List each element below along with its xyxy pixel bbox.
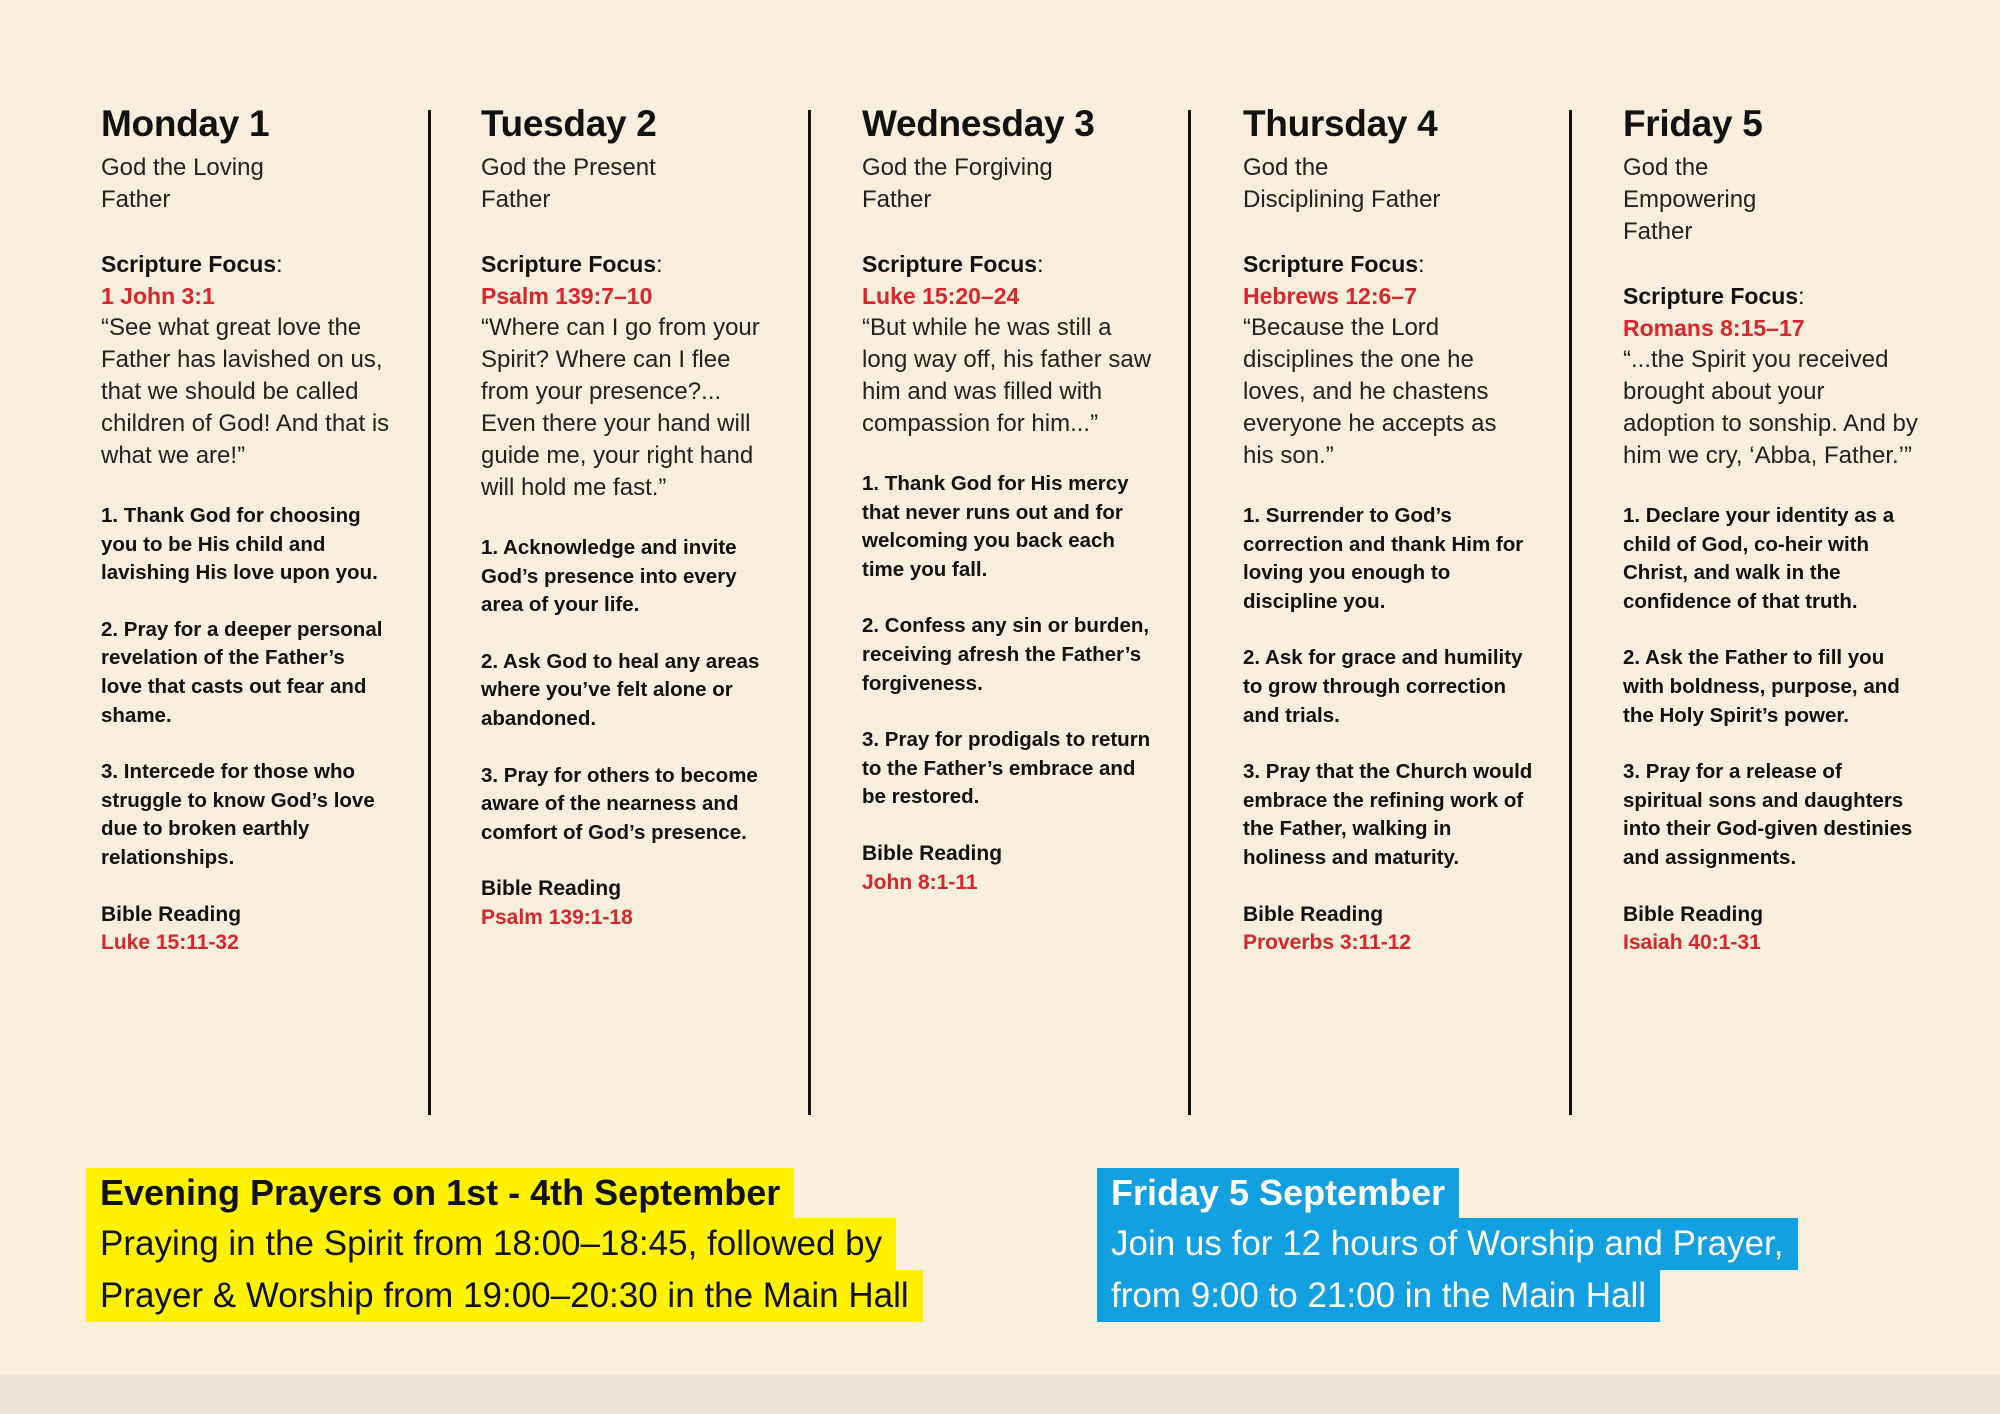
day-title: Friday 5	[1623, 103, 1763, 144]
day-subtitle: God the Loving Father	[101, 154, 264, 213]
prayer-point: 2. Ask for grace and humility to grow through correction and trials.	[1243, 646, 1523, 727]
scripture-focus-label	[481, 248, 771, 280]
prayer-point: 3. Pray for prodigals to return to the Father’s embrace and be restored.	[862, 728, 1151, 809]
bible-reading-label: Bible Reading	[481, 877, 622, 901]
scripture-focus-text: Scripture Focus	[1623, 283, 1799, 309]
friday-banner-line: Join us for 12 hours of Worship and Prayer,	[1097, 1218, 1798, 1270]
day-title: Monday 1	[101, 103, 270, 144]
scripture-quote: “...the Spirit you received brought about your adoption to sonship. And by him we cry, ‘Abba, Father.’”	[1623, 346, 1918, 469]
scripture-focus-label	[101, 248, 391, 280]
bottom-strip	[0, 1375, 2000, 1414]
prayer-point: 2. Pray for a deeper personal revelation of the Father’s love that casts out fear and shame.	[101, 617, 383, 727]
day-subtitle: God the Present Father	[481, 154, 656, 213]
evening-prayers-banner	[86, 1168, 923, 1322]
prayer-point: 1. Thank God for His mercy that never runs out and for welcoming you back each time you fall.	[862, 472, 1129, 581]
friday-banner-line: from 9:00 to 21:00 in the Main Hall	[1097, 1270, 1660, 1322]
scripture-focus-label	[1243, 248, 1533, 280]
scripture-focus-text: Scripture Focus	[1243, 251, 1419, 277]
prayer-list	[862, 470, 1152, 812]
scripture-focus-colon: :	[1037, 251, 1044, 277]
day-title: Wednesday 3	[862, 103, 1095, 144]
prayer-point: 3. Pray for others to become aware of the nearness and comfort of God’s presence.	[481, 763, 758, 844]
prayer-point: 2. Ask God to heal any areas where you’ve felt alone or abandoned.	[481, 649, 760, 730]
prayer-point: 3. Pray for a release of spiritual sons and daughters into their God-given destinies and assignments.	[1623, 760, 1913, 869]
evening-banner-line: Prayer & Worship from 19:00–20:30 in the Main Hall	[86, 1270, 923, 1322]
scripture-reference: Psalm 139:7–10	[481, 283, 653, 309]
prayer-list	[1243, 502, 1533, 873]
day-column-tuesday	[481, 100, 771, 933]
day-title: Thursday 4	[1243, 103, 1438, 144]
scripture-focus-colon: :	[276, 251, 283, 277]
prayer-list	[481, 534, 771, 847]
scripture-quote: “But while he was still a long way off, his father saw him and was filled with compassion for him...”	[862, 314, 1152, 437]
bible-reading-label: Bible Reading	[1243, 902, 1384, 926]
bible-reading-reference: John 8:1-11	[862, 870, 978, 894]
bible-reading-reference: Luke 15:11-32	[101, 931, 239, 955]
prayer-point: 1. Surrender to God’s correction and thank Him for loving you enough to discipline you.	[1243, 504, 1524, 613]
day-column-wednesday	[862, 100, 1152, 897]
day-column-thursday	[1243, 100, 1533, 958]
evening-banner-title: Evening Prayers on 1st - 4th September	[86, 1168, 794, 1218]
friday-banner-title: Friday 5 September	[1097, 1168, 1459, 1218]
scripture-focus-text: Scripture Focus	[862, 251, 1038, 277]
column-divider	[1188, 110, 1191, 1115]
prayer-list	[101, 502, 391, 873]
scripture-reference: Romans 8:15–17	[1623, 315, 1805, 341]
scripture-focus-text: Scripture Focus	[101, 251, 277, 277]
bible-reading-label: Bible Reading	[101, 902, 242, 926]
scripture-focus-colon: :	[1798, 283, 1805, 309]
evening-banner-line: Praying in the Spirit from 18:00–18:45, followed by	[86, 1218, 896, 1270]
prayer-point: 1. Thank God for choosing you to be His child and lavishing His love upon you.	[101, 504, 378, 585]
column-divider	[808, 110, 811, 1115]
day-column-friday	[1623, 100, 1923, 958]
prayer-point: 2. Ask the Father to fill you with boldness, purpose, and the Holy Spirit’s power.	[1623, 646, 1900, 727]
scripture-reference: Hebrews 12:6–7	[1243, 283, 1417, 309]
day-subtitle: God the Empowering Father	[1623, 154, 1757, 245]
day-subtitle: God the Disciplining Father	[1243, 154, 1441, 213]
prayer-list	[1623, 502, 1923, 873]
scripture-focus-text: Scripture Focus	[481, 251, 657, 277]
column-divider	[1569, 110, 1572, 1115]
bible-reading-reference: Proverbs 3:11-12	[1243, 931, 1412, 955]
scripture-quote: “See what great love the Father has lavished on us, that we should be called children of God! And that is what we are!”	[101, 314, 390, 469]
scripture-quote: “Where can I go from your Spirit? Where can I flee from your presence?... Even there your hand will guide me, your right hand will hold me fast.”	[481, 314, 760, 501]
scripture-reference: 1 John 3:1	[101, 283, 215, 309]
day-title: Tuesday 2	[481, 103, 657, 144]
bible-reading-reference: Psalm 139:1-18	[481, 905, 633, 929]
prayer-point: 3. Pray that the Church would embrace the refining work of the Father, walking in holiness and maturity.	[1243, 760, 1533, 869]
scripture-focus-colon: :	[1418, 251, 1425, 277]
prayer-point: 3. Intercede for those who struggle to know God’s love due to broken earthly relationships.	[101, 760, 375, 869]
weekly-schedule	[0, 100, 2000, 1115]
prayer-point: 1. Declare your identity as a child of God, co-heir with Christ, and walk in the confidence of that truth.	[1623, 504, 1895, 613]
bible-reading-label: Bible Reading	[862, 841, 1003, 865]
scripture-focus-colon: :	[656, 251, 663, 277]
scripture-reference: Luke 15:20–24	[862, 283, 1020, 309]
day-column-monday	[101, 100, 391, 958]
friday-worship-banner	[1097, 1168, 1798, 1322]
bible-reading-label: Bible Reading	[1623, 902, 1764, 926]
prayer-point: 2. Confess any sin or burden, receiving afresh the Father’s forgiveness.	[862, 614, 1150, 695]
scripture-focus-label	[862, 248, 1152, 280]
prayer-point: 1. Acknowledge and invite God’s presence into every area of your life.	[481, 536, 737, 617]
bible-reading-reference: Isaiah 40:1-31	[1623, 931, 1761, 955]
scripture-quote: “Because the Lord disciplines the one he loves, and he chastens everyone he accepts as his son.”	[1243, 314, 1497, 469]
day-subtitle: God the Forgiving Father	[862, 154, 1053, 213]
scripture-focus-label	[1623, 280, 1923, 312]
column-divider	[428, 110, 431, 1115]
